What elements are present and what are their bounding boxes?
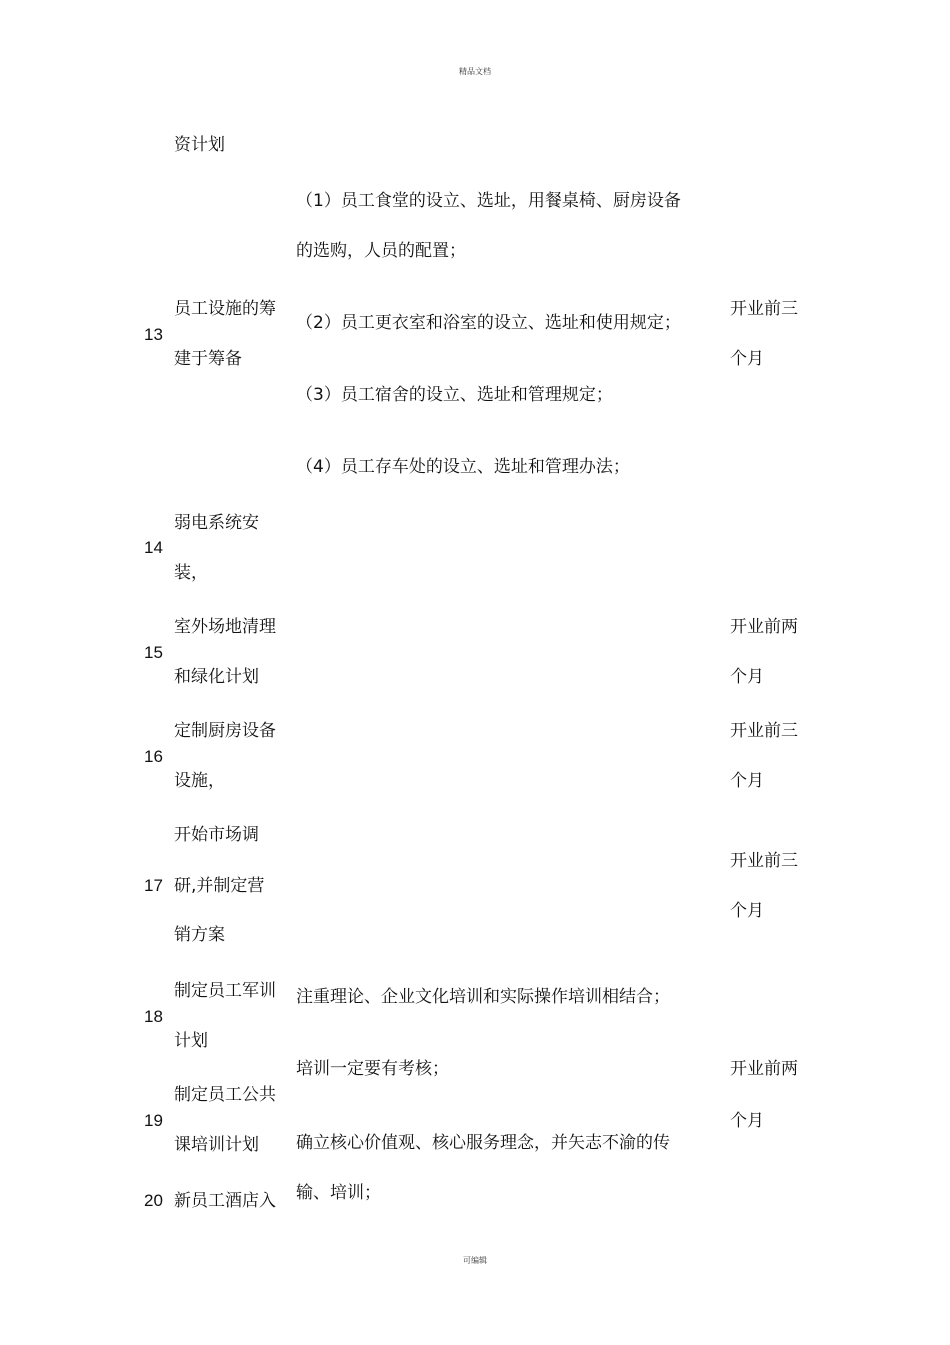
time-cell: 个月 [730, 349, 764, 369]
task-cell: 弱电系统安 [174, 513, 259, 533]
details-line: 确立核心价值观、核心服务理念，并矢志不渝的传 [296, 1133, 670, 1153]
task-cell: 开始市场调 [174, 825, 259, 845]
details-line: 的选购，人员的配置； [296, 241, 466, 261]
details-line: 输、培训； [296, 1183, 381, 1203]
task-cell: 和绿化计划 [174, 667, 259, 687]
page-header: 精品文档 [459, 67, 491, 76]
details-line: 注重理论、企业文化培训和实际操作培训相结合； [296, 987, 670, 1007]
row-number: 13 [144, 325, 163, 344]
details-line: 培训一定要有考核； [296, 1059, 449, 1079]
time-cell: 个月 [730, 901, 764, 921]
row-number: 16 [144, 747, 163, 766]
row-number: 17 [144, 876, 163, 895]
task-cell: 定制厨房设备 [174, 721, 276, 741]
task-cell: 制定员工公共 [174, 1085, 276, 1105]
time-cell: 个月 [730, 667, 764, 687]
time-cell: 开业前三 [730, 851, 798, 871]
task-cell: 装， [174, 563, 208, 583]
task-cell: 制定员工军训 [174, 981, 276, 1001]
row-number: 20 [144, 1191, 163, 1210]
page-footer: 可编辑 [463, 1256, 487, 1265]
task-cell: 研,并制定营 [174, 876, 265, 896]
row-number: 15 [144, 643, 163, 662]
task-cell: 资计划 [174, 135, 225, 155]
row-number: 14 [144, 538, 163, 557]
task-cell: 计划 [174, 1031, 208, 1051]
task-cell: 建于筹备 [174, 349, 242, 369]
time-cell: 个月 [730, 1111, 764, 1131]
details-line: （2）员工更衣室和浴室的设立、选址和使用规定； [296, 313, 681, 333]
task-cell: 室外场地清理 [174, 617, 276, 637]
task-cell: 新员工酒店入 [174, 1191, 276, 1211]
task-cell: 销方案 [174, 925, 225, 945]
task-cell: 员工设施的筹 [174, 299, 276, 319]
time-cell: 个月 [730, 771, 764, 791]
row-number: 19 [144, 1111, 163, 1130]
time-cell: 开业前两 [730, 617, 798, 637]
details-line: （1）员工食堂的设立、选址，用餐桌椅、厨房设备 [296, 191, 681, 211]
time-cell: 开业前三 [730, 299, 798, 319]
row-number: 18 [144, 1007, 163, 1026]
details-line: （3）员工宿舍的设立、选址和管理规定； [296, 385, 613, 405]
details-line: （4）员工存车处的设立、选址和管理办法； [296, 457, 630, 477]
time-cell: 开业前两 [730, 1059, 798, 1079]
time-cell: 开业前三 [730, 721, 798, 741]
task-cell: 设施， [174, 771, 225, 791]
task-cell: 课培训计划 [174, 1135, 259, 1155]
